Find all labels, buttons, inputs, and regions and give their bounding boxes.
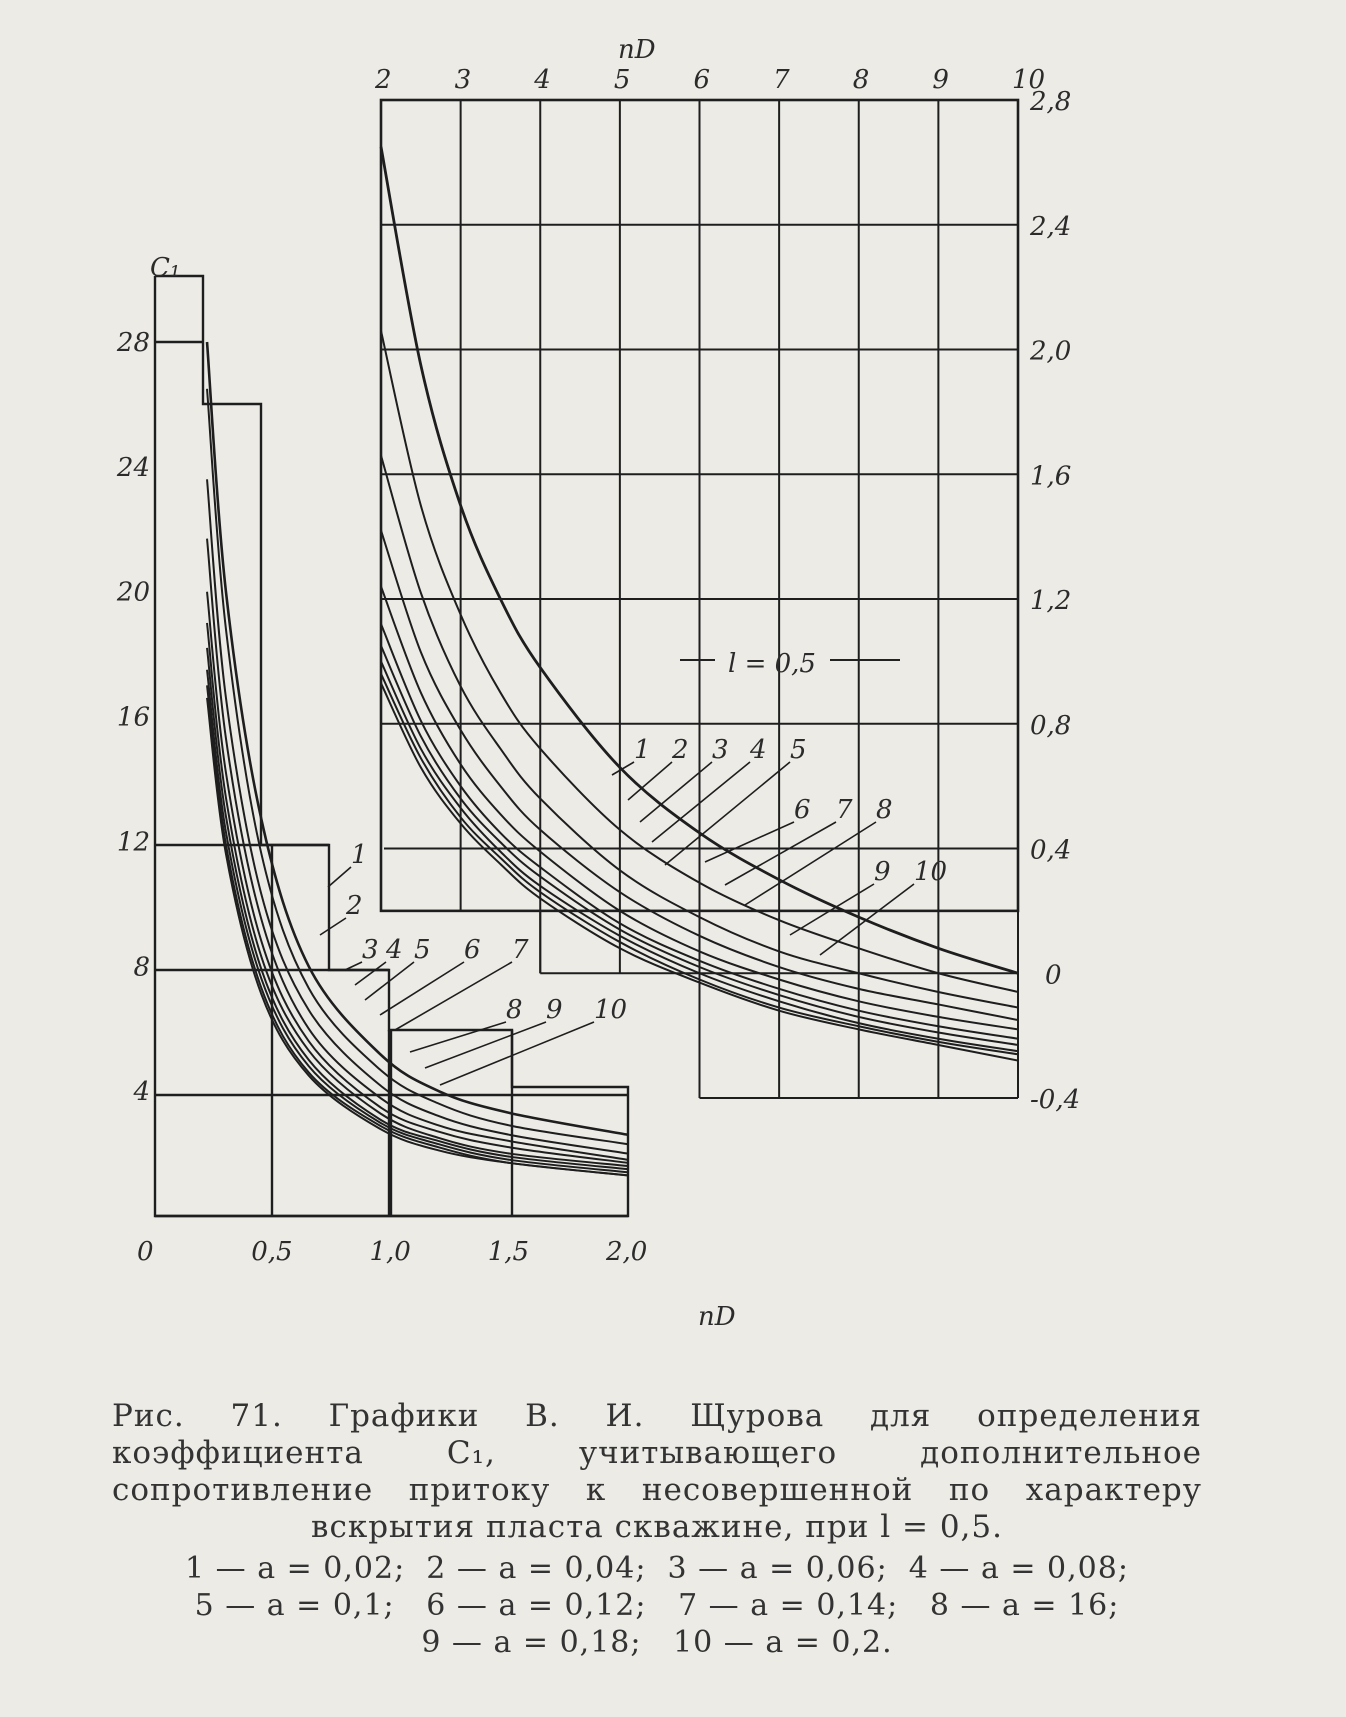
legend <box>112 1550 1202 1661</box>
left-curve-label-1: 1 <box>351 840 368 870</box>
left-y-tick-label: 8 <box>133 952 150 983</box>
right-curve-label-3: 3 <box>712 735 729 765</box>
left-curve-label-5: 5 <box>414 935 431 965</box>
legend-item: 1 — a = 0,02; <box>185 1551 406 1586</box>
legend-item: 8 — a = 16; <box>929 1588 1120 1623</box>
series-line-9 <box>207 685 628 1175</box>
left-leader-8 <box>410 1022 506 1052</box>
right-y-tick-label: 1,2 <box>1030 586 1072 616</box>
left-y-tick-label: 24 <box>116 452 150 483</box>
left-leader-7 <box>395 962 512 1030</box>
left-curve-label-10: 10 <box>594 995 628 1025</box>
right-curve-label-2: 2 <box>672 735 689 765</box>
left-curve-label-8: 8 <box>506 995 523 1025</box>
right-x-tick-label: 9 <box>932 65 949 95</box>
left-leader-1 <box>328 867 351 887</box>
legend-item: 3 — a = 0,06; <box>667 1551 888 1586</box>
right-y-tick-label: 1,6 <box>1030 461 1072 492</box>
l-annotation: l = 0,5 <box>728 649 816 679</box>
figure-caption: Рис. 71. Графики В. И. Щурова для определения коэффициента C₁, учитывающего дополнительное сопротивление притоку к несовершенной по характеру вскрытия пласта скважине, при l = 0,5. <box>112 1398 1202 1545</box>
right-leader-6 <box>705 822 794 862</box>
left-x-tick-label: 0 <box>137 1237 154 1267</box>
right-leader-3 <box>640 762 712 822</box>
legend-item: 2 — a = 0,04; <box>426 1551 647 1586</box>
right-curve-label-10: 10 <box>914 857 948 887</box>
series-line-8 <box>207 670 628 1173</box>
right-x-tick-label: 7 <box>773 65 790 95</box>
right-x-tick-label: 8 <box>852 65 870 95</box>
right-leader-10 <box>820 884 914 955</box>
left-curve-label-6: 6 <box>464 935 481 965</box>
right-curve-label-4: 4 <box>750 735 767 765</box>
right-y-tick-label: 0 <box>1045 960 1062 991</box>
left-chart-grid <box>155 276 628 1216</box>
left-x-tick-label: 2,0 <box>606 1237 648 1267</box>
left-leader-2 <box>320 918 346 935</box>
legend-item: 4 — a = 0,08; <box>908 1551 1129 1586</box>
left-chart-curves <box>207 342 628 1175</box>
left-leader-6 <box>380 962 464 1015</box>
legend-item: 5 — a = 0,1; <box>194 1588 395 1623</box>
legend-item: 9 — a = 0,18; <box>421 1625 642 1660</box>
right-x-axis-title: nD <box>618 35 656 65</box>
left-y-tick-label: 28 <box>116 328 150 358</box>
right-x-tick-label: 2 <box>375 65 392 95</box>
right-curve-label-1: 1 <box>634 735 651 765</box>
legend-item: 7 — a = 0,14; <box>678 1588 899 1623</box>
legend-item: 10 — a = 0,2. <box>673 1625 893 1660</box>
left-y-tick-label: 20 <box>116 577 150 608</box>
right-x-tick-label: 4 <box>534 65 551 95</box>
right-y-tick-label: 0,8 <box>1030 710 1072 741</box>
series-line-5 <box>207 592 628 1163</box>
right-y-tick-label: 2,8 <box>1030 87 1072 117</box>
right-leader-7 <box>725 822 836 885</box>
right-x-tick-label: 10 <box>1012 65 1046 95</box>
left-y-axis-title: C₁ <box>150 253 181 283</box>
right-x-tick-label: 5 <box>613 65 631 95</box>
right-curve-label-7: 7 <box>836 795 853 825</box>
left-curve-label-9: 9 <box>546 995 563 1025</box>
left-curve-label-3: 3 <box>362 935 379 965</box>
left-x-axis-title: nD <box>698 1302 736 1332</box>
right-y-tick-label: 0,4 <box>1030 835 1072 866</box>
left-y-tick-label: 16 <box>116 702 150 733</box>
left-y-tick-label: 12 <box>116 827 150 858</box>
left-x-tick-label: 1,0 <box>369 1237 411 1267</box>
left-leader-4 <box>355 962 386 985</box>
right-curve-label-8: 8 <box>876 795 893 825</box>
right-y-tick-label: 2,4 <box>1030 211 1072 242</box>
right-x-tick-label: 6 <box>693 65 711 95</box>
right-curve-label-9: 9 <box>874 857 891 887</box>
left-curve-label-4: 4 <box>386 935 403 965</box>
right-y-tick-label: -0,4 <box>1030 1085 1081 1115</box>
right-leader-4 <box>652 762 750 842</box>
right-x-tick-label: 3 <box>454 65 472 95</box>
right-curve-label-6: 6 <box>794 795 811 825</box>
left-x-tick-label: 0,5 <box>251 1237 293 1267</box>
left-y-tick-label: 4 <box>133 1077 150 1108</box>
right-curve-label-5: 5 <box>790 735 807 765</box>
right-y-tick-label: 2,0 <box>1030 336 1072 367</box>
left-curve-label-2: 2 <box>346 891 363 921</box>
left-x-tick-label: 1,5 <box>487 1237 530 1267</box>
legend-item: 6 — a = 0,12; <box>426 1588 647 1623</box>
left-curve-label-7: 7 <box>512 935 529 965</box>
